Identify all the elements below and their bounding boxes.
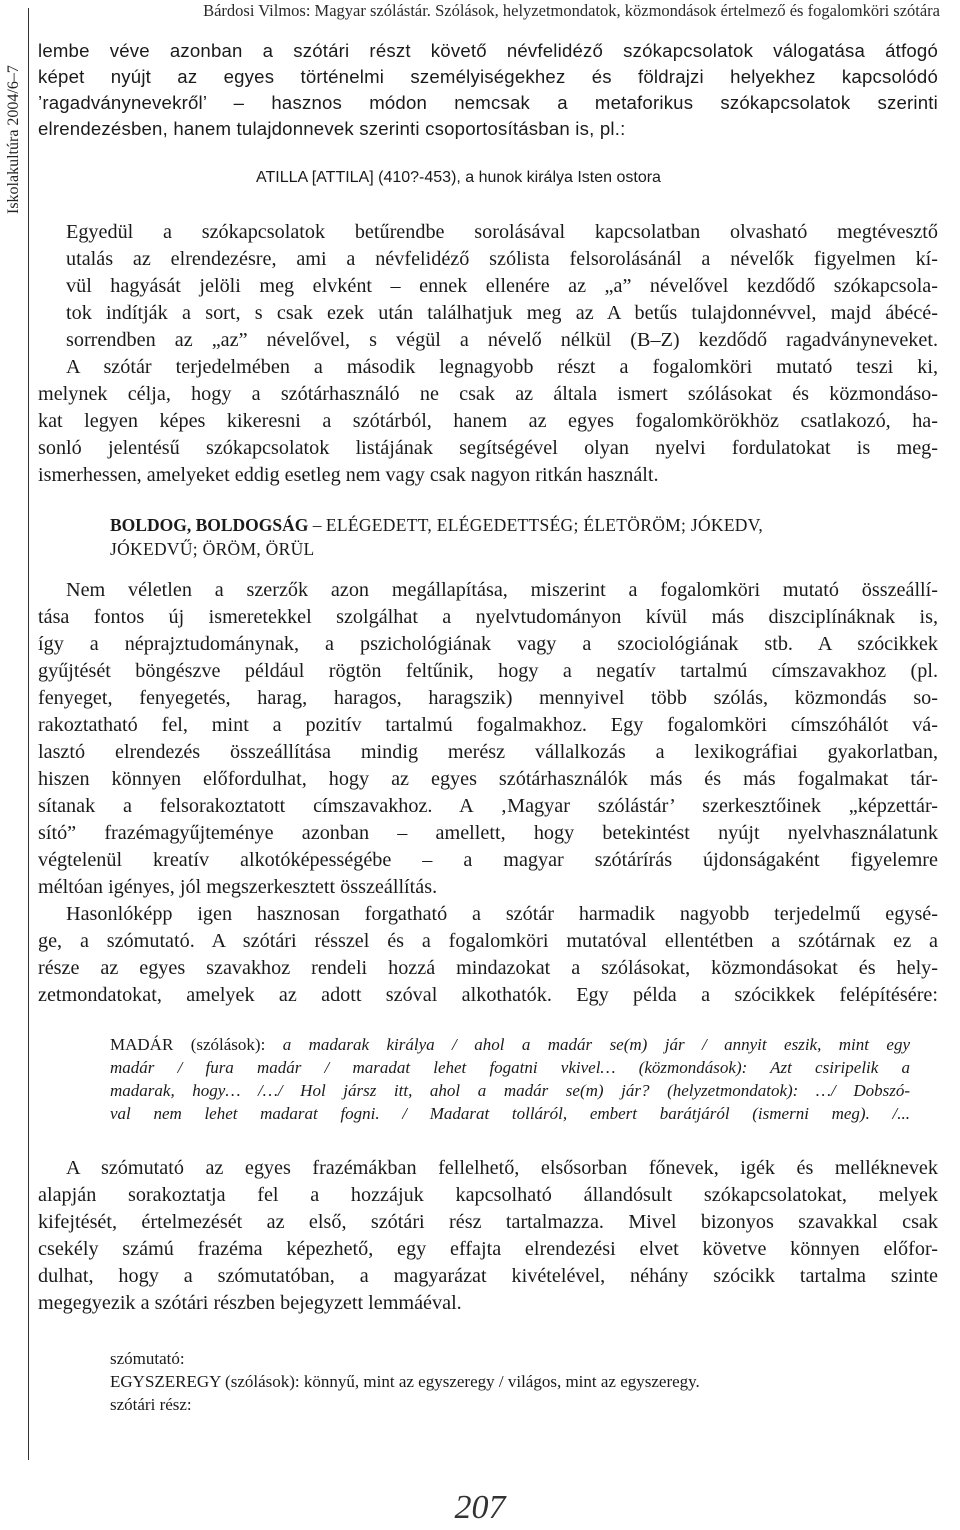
example-line: JÓKEDVŰ; ÖRÖM, ÖRÜL (110, 539, 315, 559)
paragraph-line: sítanak a felsorakoztatott címszavakhoz. A ‚Magyar szólástár’ szerkesztőinek „képzettár- (38, 795, 938, 817)
running-head-subtitle: Szólások, helyzetmondatok, közmondások értelmező és fogalomköri szótára (435, 1, 940, 20)
paragraph-line: sorrendben az „az” névelővel, s végül a névelő nélkül (B–Z) kezdődő ragadványneveket. (66, 329, 938, 351)
running-head (100, 0, 940, 22)
paragraph-line: Hasonlóképp igen hasznosan forgatható a szótár harmadik nagyobb terjedelmű egysé- (66, 903, 938, 925)
example-line: madár / fura madár / maradat lehet fogatni vkivel… (közmondások): Azt csiripelik a (110, 1058, 910, 1077)
paragraph-line: melynek célja, hogy a szótárhasználó ne csak az általa ismert szólásokat és közmondáso- (38, 383, 938, 405)
example-attila (256, 166, 960, 189)
paragraph-line: ge, a szómutató. A szótári résszel és a fogalomköri mutatóval ellentétben a szótárnak ez a (38, 930, 938, 952)
example-entry: EGYSZEREGY (szólások): könnyű, mint az egyszeregy / világos, mint az egyszeregy. (110, 1372, 700, 1391)
paragraph-line: sonló jelentésű szókapcsolatok listájának segítségével olyan nyelvi fordulatokat is meg- (38, 437, 938, 459)
example-line: madarak, hogy… /…/ Hol jársz itt, ahol a madár se(m) jár? (helyzetmondatok): …/ Dobszó- (110, 1081, 910, 1100)
paragraph-line: Nem véletlen a szerzők azon megállapítása, miszerint a fogalomköri mutató összeállí- (66, 579, 938, 601)
paragraph-line: hiszen könnyen előfordulhat, hogy az egyes szótárhasználók más és más fogalmakat tár- (38, 768, 938, 790)
paragraph-line: zetmondatokat, amelyek az adott szóval alkothatók. Egy példa a szócikkek felépítésére: (38, 984, 938, 1006)
journal-side-label: Iskolakultúra 2004/6–7 (5, 65, 22, 214)
paragraph-line: méltóan igényes, jól megszerkesztett összeállítás. (38, 876, 438, 898)
example-headword: BOLDOG, BOLDOGSÁG (110, 515, 309, 535)
paragraph-5 (38, 901, 938, 1009)
example-dash: – (308, 515, 326, 535)
article-body (38, 38, 938, 1416)
paragraph-3 (38, 354, 938, 489)
example-label: szómutató: (110, 1349, 185, 1368)
paragraph-6 (38, 1155, 938, 1317)
paragraph-2 (38, 219, 938, 354)
example-label: szótári rész: (110, 1395, 192, 1414)
example-boldog (110, 513, 910, 561)
paragraph-line: tása fontos új ismeretekkel szolgálhat a nyelvtudományon kívül más diszciplínáknak is, (38, 606, 938, 628)
example-line (110, 1033, 910, 1056)
paragraph-line: végtelenül kreatív alkotóképességébe – a magyar szótárírás újdonságaként figyelemre (38, 849, 938, 871)
paragraph-line: tok indítják a sort, s csak ezek után találhatjuk meg az A betűs tulajdonnévvel, majd ábécé- (66, 302, 938, 324)
paragraph-line: képet nyújt az egyes történelmi személyiségekhez és földrajzi helyekhez kapcsolódó (38, 66, 938, 87)
paragraph-line: kifejtését, értelmezését az első, szótári rész tartalmazza. Mivel bizonyos szavakkal csak (38, 1211, 938, 1233)
paragraph-line: Egyedül a szókapcsolatok betűrendbe sorolásával kapcsolatban olvasható megtévesztő (66, 221, 938, 243)
example-egyszeregy (110, 1347, 910, 1416)
paragraph-line: sító” frazémagyűjteménye azonban – amellett, hogy betekintést nyújt nyelvhasználatunk (38, 822, 938, 844)
paragraph-line: A szómutató az egyes frazémákban fellelhető, elsősorban főnevek, igék és melléknevek (66, 1157, 938, 1179)
paragraph-line: utalás az elrendezésre, ami a névfelidéző szólista felsorolásánál a névelők figyelmen kí- (66, 248, 938, 270)
paragraph-line: megegyezik a szótári részben bejegyzett lemmáéval. (38, 1292, 462, 1314)
paragraph-4 (38, 577, 938, 901)
paragraph-line: ’ragadványnevekről’ – hasznos módon nemcsak a metaforikus szókapcsolatok szerinti (38, 92, 938, 113)
paragraph-line: lembe véve azonban a szótári részt követő névfelidéző szókapcsolatok válogatása átfogó (38, 40, 938, 61)
example-italic: a madarak királya / ahol a madár se(m) jár / annyit eszik, mint egy (282, 1035, 910, 1054)
paragraph-line: A szótár terjedelmében a második legnagyobb részt a fogalomköri mutató teszi ki, (66, 356, 938, 378)
paragraph-1 (38, 38, 938, 142)
page-number: 207 (454, 1489, 506, 1526)
paragraph-line: alapján sorakoztatja fel a hozzájuk kapcsolható állandósult szókapcsolatokat, melyek (38, 1184, 938, 1206)
example-plain: MADÁR (szólások): (110, 1035, 283, 1054)
paragraph-line: rakoztatható fel, mint a pozitív tartalmú fogalmakhoz. Egy fogalomköri címszóhálót vá- (38, 714, 938, 736)
example-line: ATILLA [ATTILA] (410?-453), a hunok királya Isten ostora (256, 169, 661, 186)
paragraph-line: kat legyen képes kikeresni a szótárból, hanem az egyes fogalomkörökhöz csatlakozó, ha- (38, 410, 938, 432)
paragraph-line: csekély számú frazéma képezhető, egy effajta elrendezési elvet követve könnyen előfor- (38, 1238, 938, 1260)
paragraph-line: így a néprajztudománynak, a pszichológiának vagy a szociológiának stb. A szócikkek (38, 633, 938, 655)
paragraph-line: ismerhessen, amelyeket eddig esetleg nem vagy csak nagyon ritkán használt. (38, 464, 659, 486)
example-line (110, 513, 910, 537)
side-rule (28, 8, 29, 1460)
paragraph-line: gyűjtését böngészve például rögtön feltűnik, hogy a negatív tartalmú címszavakhoz (pl. (38, 660, 938, 682)
paragraph-line: elrendezésben, hanem tulajdonnevek szerinti csoportosításban is, pl.: (38, 118, 626, 139)
paragraph-line: lasztó elrendezés összeállítása mindig merész vállalkozás a lexikográfiai gyakorlatban, (38, 741, 938, 763)
example-madar (110, 1033, 910, 1125)
example-related-terms: ELÉGEDETT, ELÉGEDETTSÉG; ÉLETÖRÖM; JÓKEDV, (325, 515, 764, 535)
paragraph-line: dulhat, hogy a szómutatóban, a magyarázat kivételével, néhány szócikk tartalma szinte (38, 1265, 938, 1287)
paragraph-line: vül hagyását jelöli meg elvként – ennek ellenére az „a” névelővel kezdődő szókapcsola- (66, 275, 938, 297)
paragraph-line: fenyeget, fenyegetés, harag, haragos, haragszik) mennyivel több szólás, közmondás so- (38, 687, 938, 709)
example-line: val nem lehet madarat fogni. / Madarat tolláról, embert barátjáról (ismerni meg). /... (110, 1104, 910, 1123)
paragraph-line: része az egyes szavakhoz rendeli hozzá mindazokat a szólásokat, közmondásokat és hely- (38, 957, 938, 979)
running-head-author-title: Bárdosi Vilmos: Magyar szólástár. (203, 1, 431, 20)
